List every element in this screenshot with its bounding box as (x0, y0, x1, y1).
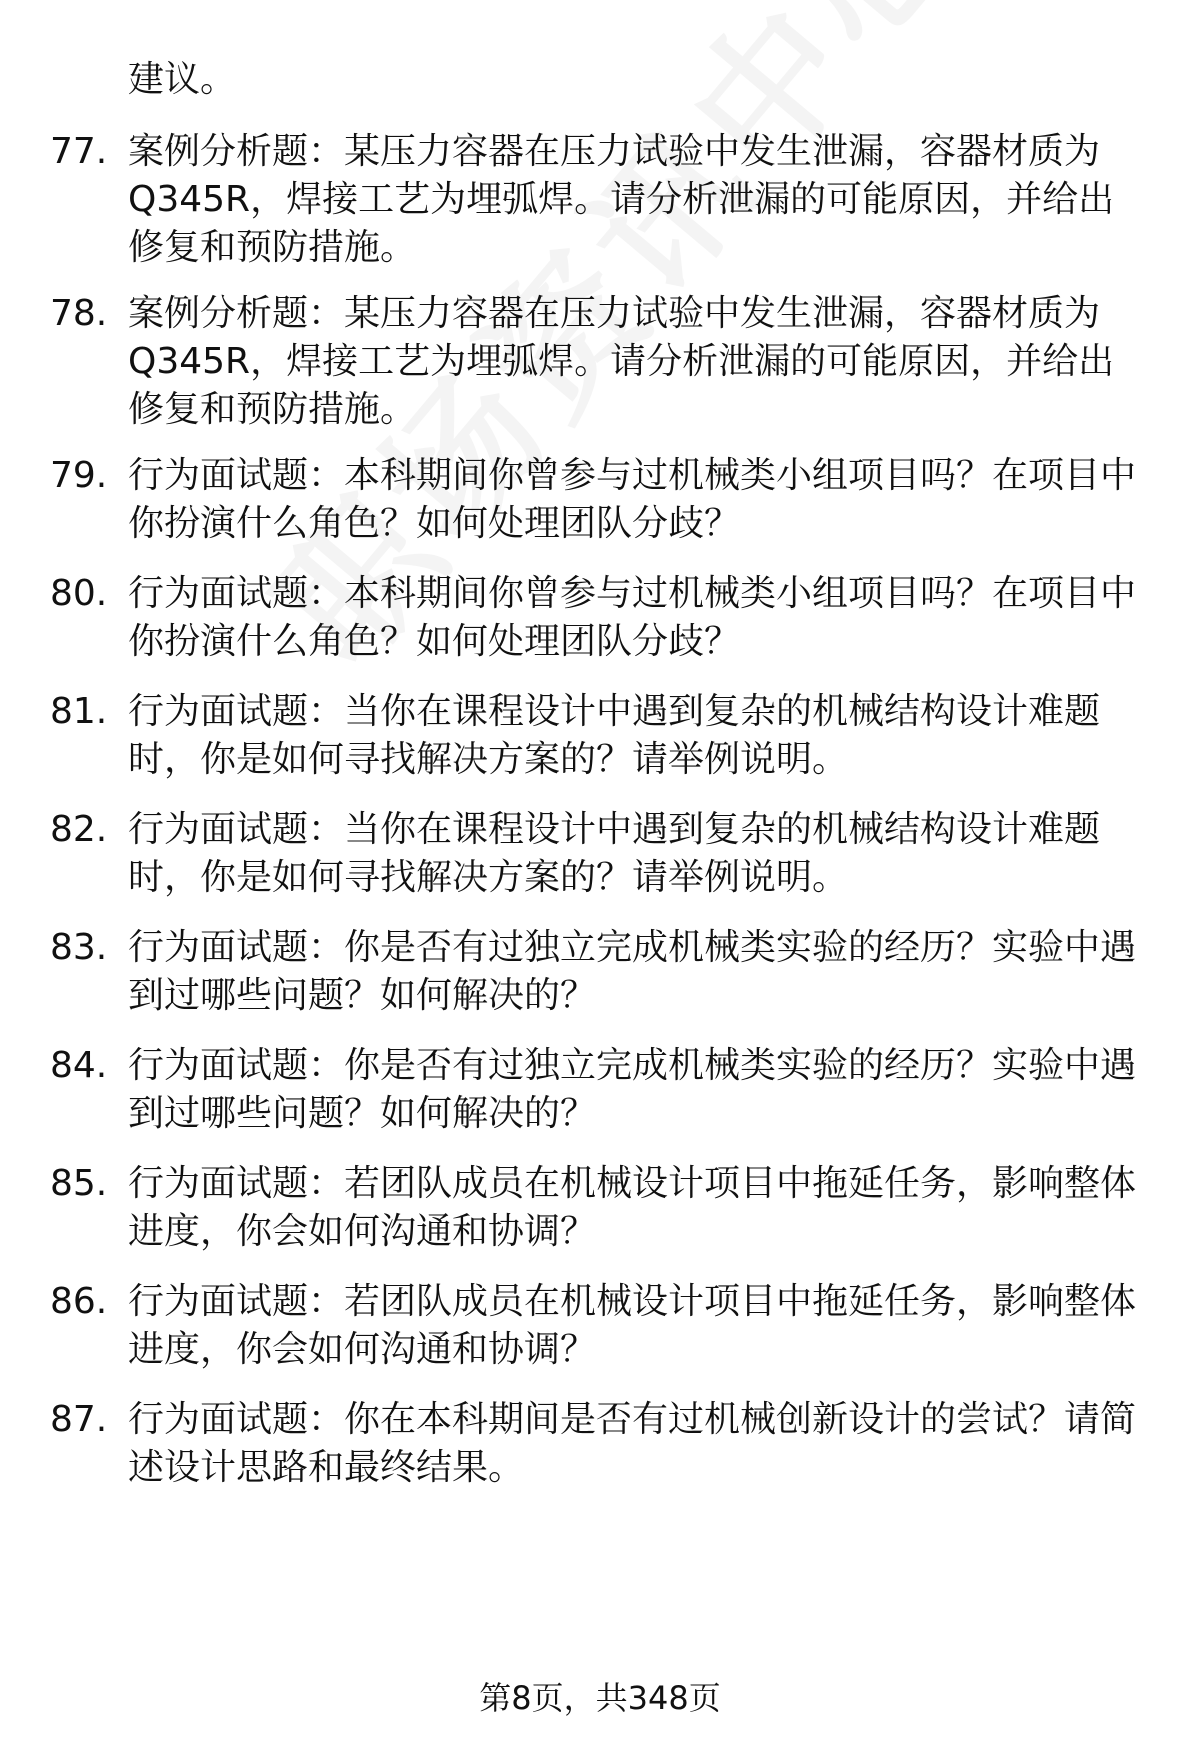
item-text: 行为面试题：本科期间你曾参与过机械类小组项目吗？在项目中你扮演什么角色？如何处理团队分歧？ (128, 573, 1137, 662)
item-text: 行为面试题：当你在课程设计中遇到复杂的机械结构设计难题时，你是如何寻找解决方案的？请举例说明。 (128, 691, 1101, 780)
list-item (50, 290, 1150, 434)
list-item (50, 128, 1150, 272)
item-number: 78. (50, 293, 108, 334)
continuation-text: 建议。 (128, 59, 237, 100)
list-item (50, 806, 1150, 902)
list-item (50, 924, 1150, 1020)
item-text: 行为面试题：本科期间你曾参与过机械类小组项目吗？在项目中你扮演什么角色？如何处理团队分歧？ (128, 455, 1137, 544)
page-footer: 第8页，共348页 (479, 1679, 721, 1717)
item-number: 85. (50, 1163, 108, 1204)
list-item (50, 688, 1150, 784)
item-number: 81. (50, 691, 108, 732)
item-number: 83. (50, 927, 108, 968)
list-item (50, 452, 1150, 548)
list-item (50, 1160, 1150, 1256)
item-number: 79. (50, 455, 108, 496)
item-text: 行为面试题：若团队成员在机械设计项目中拖延任务，影响整体进度，你会如何沟通和协调？ (128, 1281, 1137, 1370)
list-item (50, 1278, 1150, 1374)
item-text: 行为面试题：若团队成员在机械设计项目中拖延任务，影响整体进度，你会如何沟通和协调？ (128, 1163, 1137, 1252)
item-text: 行为面试题：你是否有过独立完成机械类实验的经历？实验中遇到过哪些问题？如何解决的？ (128, 1045, 1137, 1134)
list-item (50, 1396, 1150, 1492)
item-number: 80. (50, 573, 108, 614)
list-item (50, 1042, 1150, 1138)
item-number: 84. (50, 1045, 108, 1086)
item-number: 86. (50, 1281, 108, 1322)
list-item (50, 570, 1150, 666)
item-text: 案例分析题：某压力容器在压力试验中发生泄漏，容器材质为Q345R，焊接工艺为埋弧焊。请分析泄漏的可能原因，并给出修复和预防措施。 (128, 293, 1115, 430)
item-text: 行为面试题：当你在课程设计中遇到复杂的机械结构设计难题时，你是如何寻找解决方案的？请举例说明。 (128, 809, 1101, 898)
item-text: 行为面试题：你在本科期间是否有过机械创新设计的尝试？请简述设计思路和最终结果。 (128, 1399, 1137, 1488)
item-text: 案例分析题：某压力容器在压力试验中发生泄漏，容器材质为Q345R，焊接工艺为埋弧焊。请分析泄漏的可能原因，并给出修复和预防措施。 (128, 131, 1115, 268)
item-number: 77. (50, 131, 108, 172)
item-number: 87. (50, 1399, 108, 1440)
item-text: 行为面试题：你是否有过独立完成机械类实验的经历？实验中遇到过哪些问题？如何解决的？ (128, 927, 1137, 1016)
item-number: 82. (50, 809, 108, 850)
